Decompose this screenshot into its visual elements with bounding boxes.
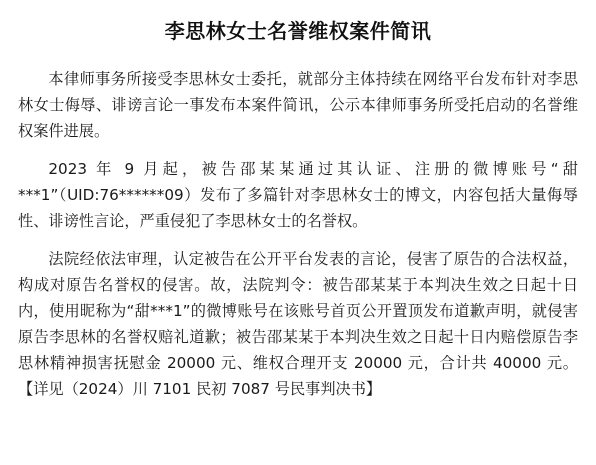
document-title: 李思林女士名誉维权案件简讯 — [164, 19, 432, 43]
paragraph-judgment: 法院经依法审理，认定被告在公开平台发表的言论，侵害了原告的合法权益，构成对原告名誉权的侵害。故，法院判令：被告邵某某于本判决生效之日起十日内，使用昵称为“甜***1”的微博账号在该账号首页公开置顶发布道歉声明，就侵害原告李思林的名誉权赔礼道歉；被告邵某某于本判决生效之日起十日内赔偿原告李思林精神损害抚慰金 20000 元、维权合理开支 20000 元，合计共 40000 元。【详见（2024）川 7101 民初 7087 号民事判决书】 — [18, 250, 578, 398]
paragraph-background: 2023 年 9 月起，被告邵某某通过其认证、注册的微博账号“甜***1”（UID:76******09）发布了多篇针对李思林女士的博文，内容包括大量侮辱性、诽谤性言论，严重侵犯了李思林女士的名誉权。 — [18, 160, 578, 230]
paragraph-intro: 本律师事务所接受李思林女士委托，就部分主体持续在网络平台发布针对李思林女士侮辱、诽谤言论一事发布本案件简讯，公示本律师事务所受托启动的名誉维权案件进展。 — [18, 70, 578, 140]
